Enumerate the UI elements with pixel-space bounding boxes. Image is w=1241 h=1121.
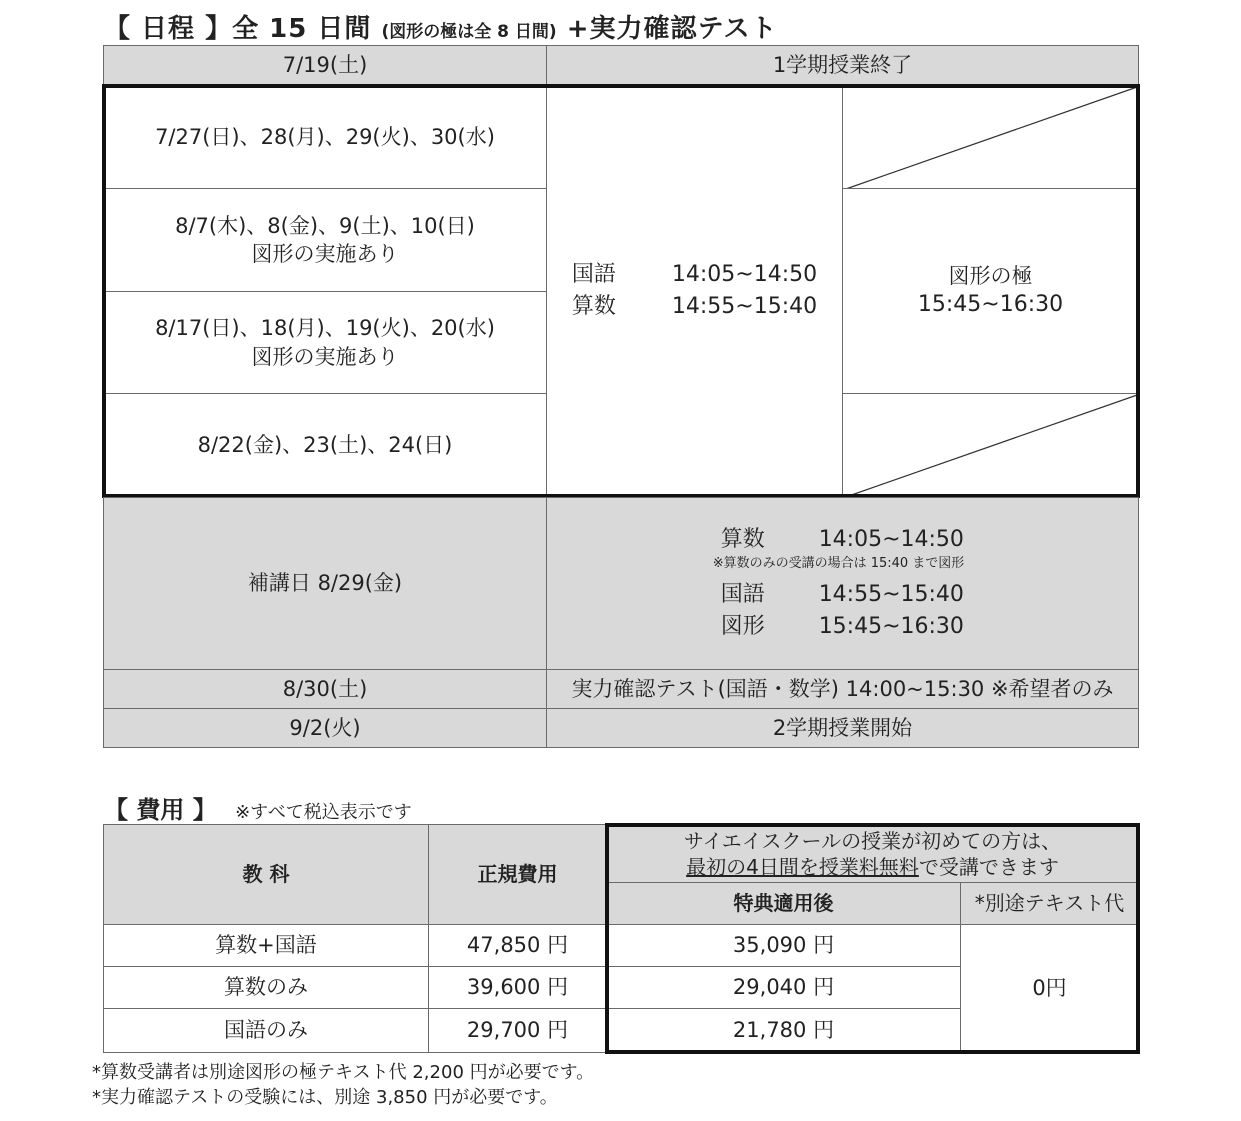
fee-subject: 国語のみ — [224, 1018, 308, 1043]
fee-row-2-after — [606, 966, 961, 1009]
subject-math: 算数 — [571, 294, 616, 319]
footnote-2: *実力確認テストの受験には、別途 3,850 円が必要です。 — [92, 1087, 558, 1108]
test-day-date-cell — [103, 669, 547, 709]
fee-row-2-regular — [428, 966, 607, 1009]
fees-header-regular — [428, 824, 607, 925]
schedule-heading-sub: (図形の極は全 8 日間) — [381, 22, 557, 42]
schedule-heading-main: 【 日程 】全 15 日間 — [104, 14, 372, 44]
makeup-time: 14:05~14:50 — [818, 527, 964, 553]
time-japanese: 14:05~14:50 — [671, 262, 818, 288]
makeup-time: 14:55~15:40 — [818, 582, 964, 608]
promo-free-text: 最初の4日間を授業料無料 — [686, 854, 919, 879]
footnote-1: *算数受講者は別途図形の極テキスト代 2,200 円が必要です。 — [92, 1062, 595, 1083]
fee-after: 35,090 円 — [732, 933, 835, 958]
session-dates-cell-3 — [103, 291, 547, 394]
session-note: 図形の実施あり — [251, 344, 399, 369]
fee-regular: 29,700 円 — [466, 1018, 569, 1043]
makeup-subject: 国語 — [720, 582, 765, 608]
fees-heading-title: 【 費用 】 — [104, 796, 217, 824]
session-dates: 7/27(日)、28(月)、29(火)、30(水) — [155, 124, 495, 149]
diagonal-slash — [843, 86, 1140, 190]
term-end-date-cell — [103, 45, 547, 85]
fee-regular: 39,600 円 — [466, 975, 569, 1000]
promo-line2-rest: で受講できます — [918, 854, 1059, 879]
makeup-times — [712, 525, 965, 642]
regular-times — [572, 260, 817, 321]
promo-cell — [606, 824, 1139, 883]
fee-row-1-subject — [103, 924, 429, 967]
schedule-heading — [104, 8, 777, 45]
fee-row-3-regular — [428, 1008, 607, 1053]
text-fee: 0円 — [1032, 976, 1067, 1001]
fee-after: 21,780 円 — [732, 1018, 835, 1043]
zukei-empty-cell-top — [842, 85, 1139, 189]
fee-row-3-subject — [103, 1008, 429, 1053]
promo-line1: サイエイスクールの授業が初めての方は、 — [683, 828, 1062, 853]
fee-regular: 47,850 円 — [466, 933, 569, 958]
fee-subject: 算数のみ — [224, 975, 308, 1000]
fee-row-3-after — [606, 1008, 961, 1053]
fees-header-subject-text: 教 科 — [242, 862, 290, 886]
makeup-times-cell — [546, 497, 1139, 670]
fee-subject: 算数+国語 — [215, 933, 317, 958]
term-start-date-cell — [103, 708, 547, 748]
makeup-subject: 算数 — [720, 527, 765, 553]
fee-after: 29,040 円 — [732, 975, 835, 1000]
subject-japanese: 国語 — [571, 262, 616, 288]
zukei-name: 図形の極 — [948, 263, 1033, 288]
makeup-label: 補講日 8/29(金) — [247, 571, 403, 596]
fee-row-1-after — [606, 924, 961, 967]
makeup-label-cell — [103, 497, 547, 670]
test-day-label-cell — [546, 669, 1139, 709]
term-end-label-cell — [546, 45, 1139, 85]
session-dates-cell-4 — [103, 393, 547, 497]
makeup-time: 15:45~16:30 — [818, 614, 964, 640]
fee-row-2-subject — [103, 966, 429, 1009]
text-fee-cell — [960, 924, 1139, 1053]
makeup-note: ※算数のみの受講の場合は 15:40 まで図形 — [712, 555, 965, 571]
zukei-empty-cell-bottom — [842, 393, 1139, 497]
time-math: 14:55~15:40 — [671, 294, 818, 319]
fee-row-1-regular — [428, 924, 607, 967]
session-note: 図形の実施あり — [251, 242, 399, 266]
fees-header-regular-text: 正規費用 — [477, 862, 558, 886]
session-dates-cell-1 — [103, 85, 547, 189]
promo-line2 — [686, 854, 1059, 880]
test-day-label: 実力確認テスト(国語・数学) 14:00~15:30 ※希望者のみ — [571, 676, 1114, 701]
makeup-subject: 図形 — [720, 614, 765, 640]
fees-header-after — [606, 882, 961, 925]
test-day-date: 8/30(土) — [282, 676, 368, 701]
session-dates: 8/22(金)、23(土)、24(日) — [197, 432, 453, 457]
zukei-cell — [842, 188, 1139, 394]
fees-header-after-text: 特典適用後 — [733, 891, 834, 915]
term-end-label: 1学期授業終了 — [772, 52, 913, 77]
term-start-label-cell — [546, 708, 1139, 748]
term-start-date: 9/2(火) — [289, 715, 361, 740]
fees-header-subject — [103, 824, 429, 925]
fees-header-text-label: *別途テキスト代 — [974, 891, 1125, 915]
term-end-date: 7/19(土) — [282, 52, 368, 77]
regular-times-cell — [546, 85, 843, 497]
diagonal-slash — [843, 394, 1140, 498]
schedule-heading-tail: +実力確認テスト — [566, 14, 778, 44]
session-dates: 8/17(日)、18(月)、19(火)、20(水) — [155, 316, 495, 341]
term-start-label: 2学期授業開始 — [772, 715, 913, 740]
fees-heading — [104, 790, 412, 825]
session-dates: 8/7(木)、8(金)、9(土)、10(日) — [175, 213, 475, 238]
zukei-time: 15:45~16:30 — [917, 292, 1064, 318]
fees-heading-note: ※すべて税込表示です — [235, 802, 412, 823]
session-dates-cell-2 — [103, 188, 547, 292]
fees-header-text — [960, 882, 1139, 925]
